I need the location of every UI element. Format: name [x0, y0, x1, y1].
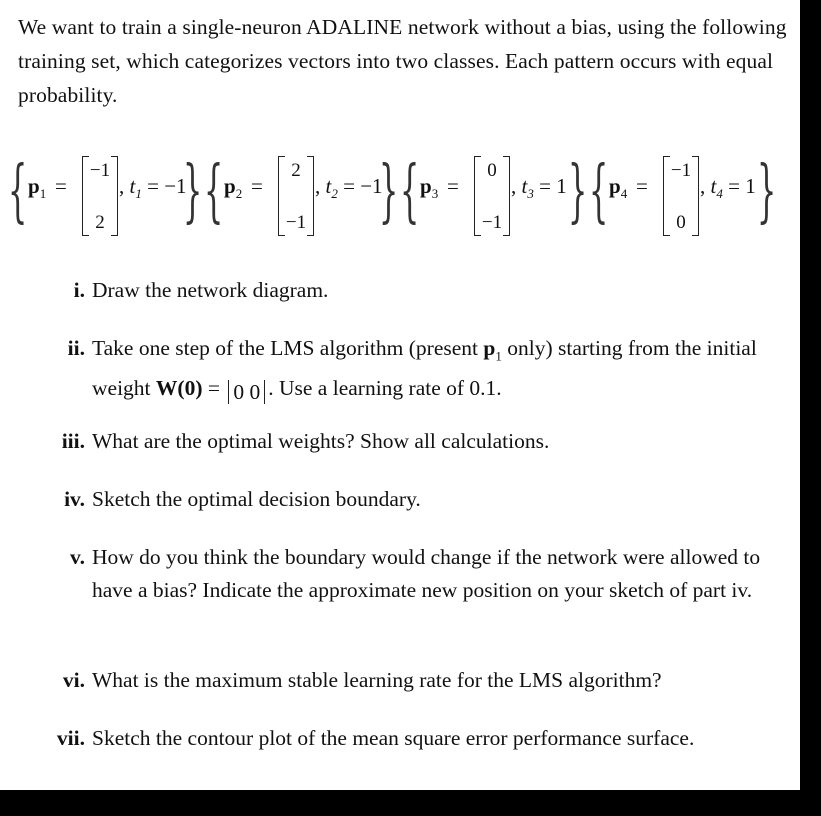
training-set: { $p_1$ = −1 2 , $t_1 = -1$ } { $p_2$ = 2 −1 , $t_2 = -1$ } { $p_3$ = 0 −1 , $t_3 = 1$ } { $p_4$ = −1 0 , $t_4 = 1$ }: [6, 150, 796, 245]
vector-p4: −1 0: [663, 156, 699, 236]
vector-p2: 2 −1: [278, 156, 314, 236]
vector-p1: −1 2: [82, 156, 118, 236]
intro-paragraph: We want to train a single-neuron ADALINE network without a bias, using the following training set, which categorizes vectors into two classes. Each pattern occurs with equal probability.: [18, 15, 787, 107]
initial-weight-vector: 0 0: [228, 380, 265, 404]
problem-sheet: We want to train a single-neuron ADALINE network without a bias, using the following training set, which categorizes vectors into two classes. Each pattern occurs with equal probability. { $p_1$ = −1 2 , $t_1 = -1$ } { $p_2$ = 2 −1 , $t_2 = -1$ } { $p_3$ = 0 −1 , $t_3 = 1$ } { $p_4$ = −1 0 , $t_4 = 1$ } i. Draw the network diagram. ii. Take one step of the LMS algorithm (present $p_1$ only) starting from the initial weight W(0) = 0 0 . Use a learning rate of 0.1. iii. What are the optimal weights? Show all calculations. iv. Sketch the optimal decision boundary. v. How do you think the boundary would change if the network were allowed to have a bias? Indicate the approximate new position on your sketch of part iv. vi. What is the maximum stable learning rate for the LMS algorithm? vii. Sketch the contour plot of the mean square error performance surface.: [0, 0, 800, 790]
vector-p3: 0 −1: [474, 156, 510, 236]
